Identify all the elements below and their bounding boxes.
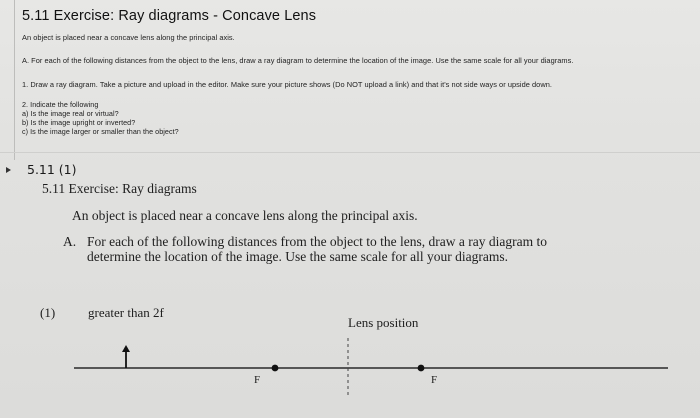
focal-point-right (418, 365, 425, 372)
object-arrow-icon (122, 345, 130, 352)
photo-item-a-letter: A. (63, 234, 77, 249)
photo-item-a-line2: determine the location of the image. Use the same scale for all your diagrams. (87, 249, 508, 264)
focal-point-left (272, 365, 279, 372)
photo-intro: An object is placed near a concave lens along the principal axis. (72, 208, 418, 223)
instruction-2b: b) Is the image upright or inverted? (22, 118, 136, 127)
focal-label-right: F (431, 374, 438, 386)
question-number: 5.11 (1) (27, 162, 77, 177)
lens-position-label: Lens position (348, 315, 419, 330)
content-left-border (14, 0, 15, 160)
caret-right-icon (6, 167, 11, 173)
intro-text: An object is placed near a concave lens along the principal axis. (22, 33, 235, 42)
instruction-1: 1. Draw a ray diagram. Take a picture and upload in the editor. Make sure your picture shows (Do NOT upload a link) and that it's not side ways or upside down. (22, 80, 552, 89)
ray-diagram-axis (0, 320, 700, 400)
photo-heading: 5.11 Exercise: Ray diagrams (42, 181, 197, 196)
page-title: 5.11 Exercise: Ray diagrams - Concave Lens (22, 8, 317, 24)
photo-item-a-line1: For each of the following distances from the object to the lens, draw a ray diagram to (87, 234, 547, 249)
case-label: greater than 2f (88, 305, 164, 320)
instruction-2: 2. Indicate the following (22, 100, 99, 109)
focal-label-left: F (254, 374, 261, 386)
instruction-2c: c) Is the image larger or smaller than the object? (22, 127, 179, 136)
section-divider (0, 152, 700, 153)
case-number: (1) (40, 305, 56, 320)
instruction-2a: a) Is the image real or virtual? (22, 109, 119, 118)
instruction-a: A. For each of the following distances from the object to the lens, draw a ray diagram to determine the location of the image. Use the same scale for all your diagrams. (22, 56, 574, 65)
